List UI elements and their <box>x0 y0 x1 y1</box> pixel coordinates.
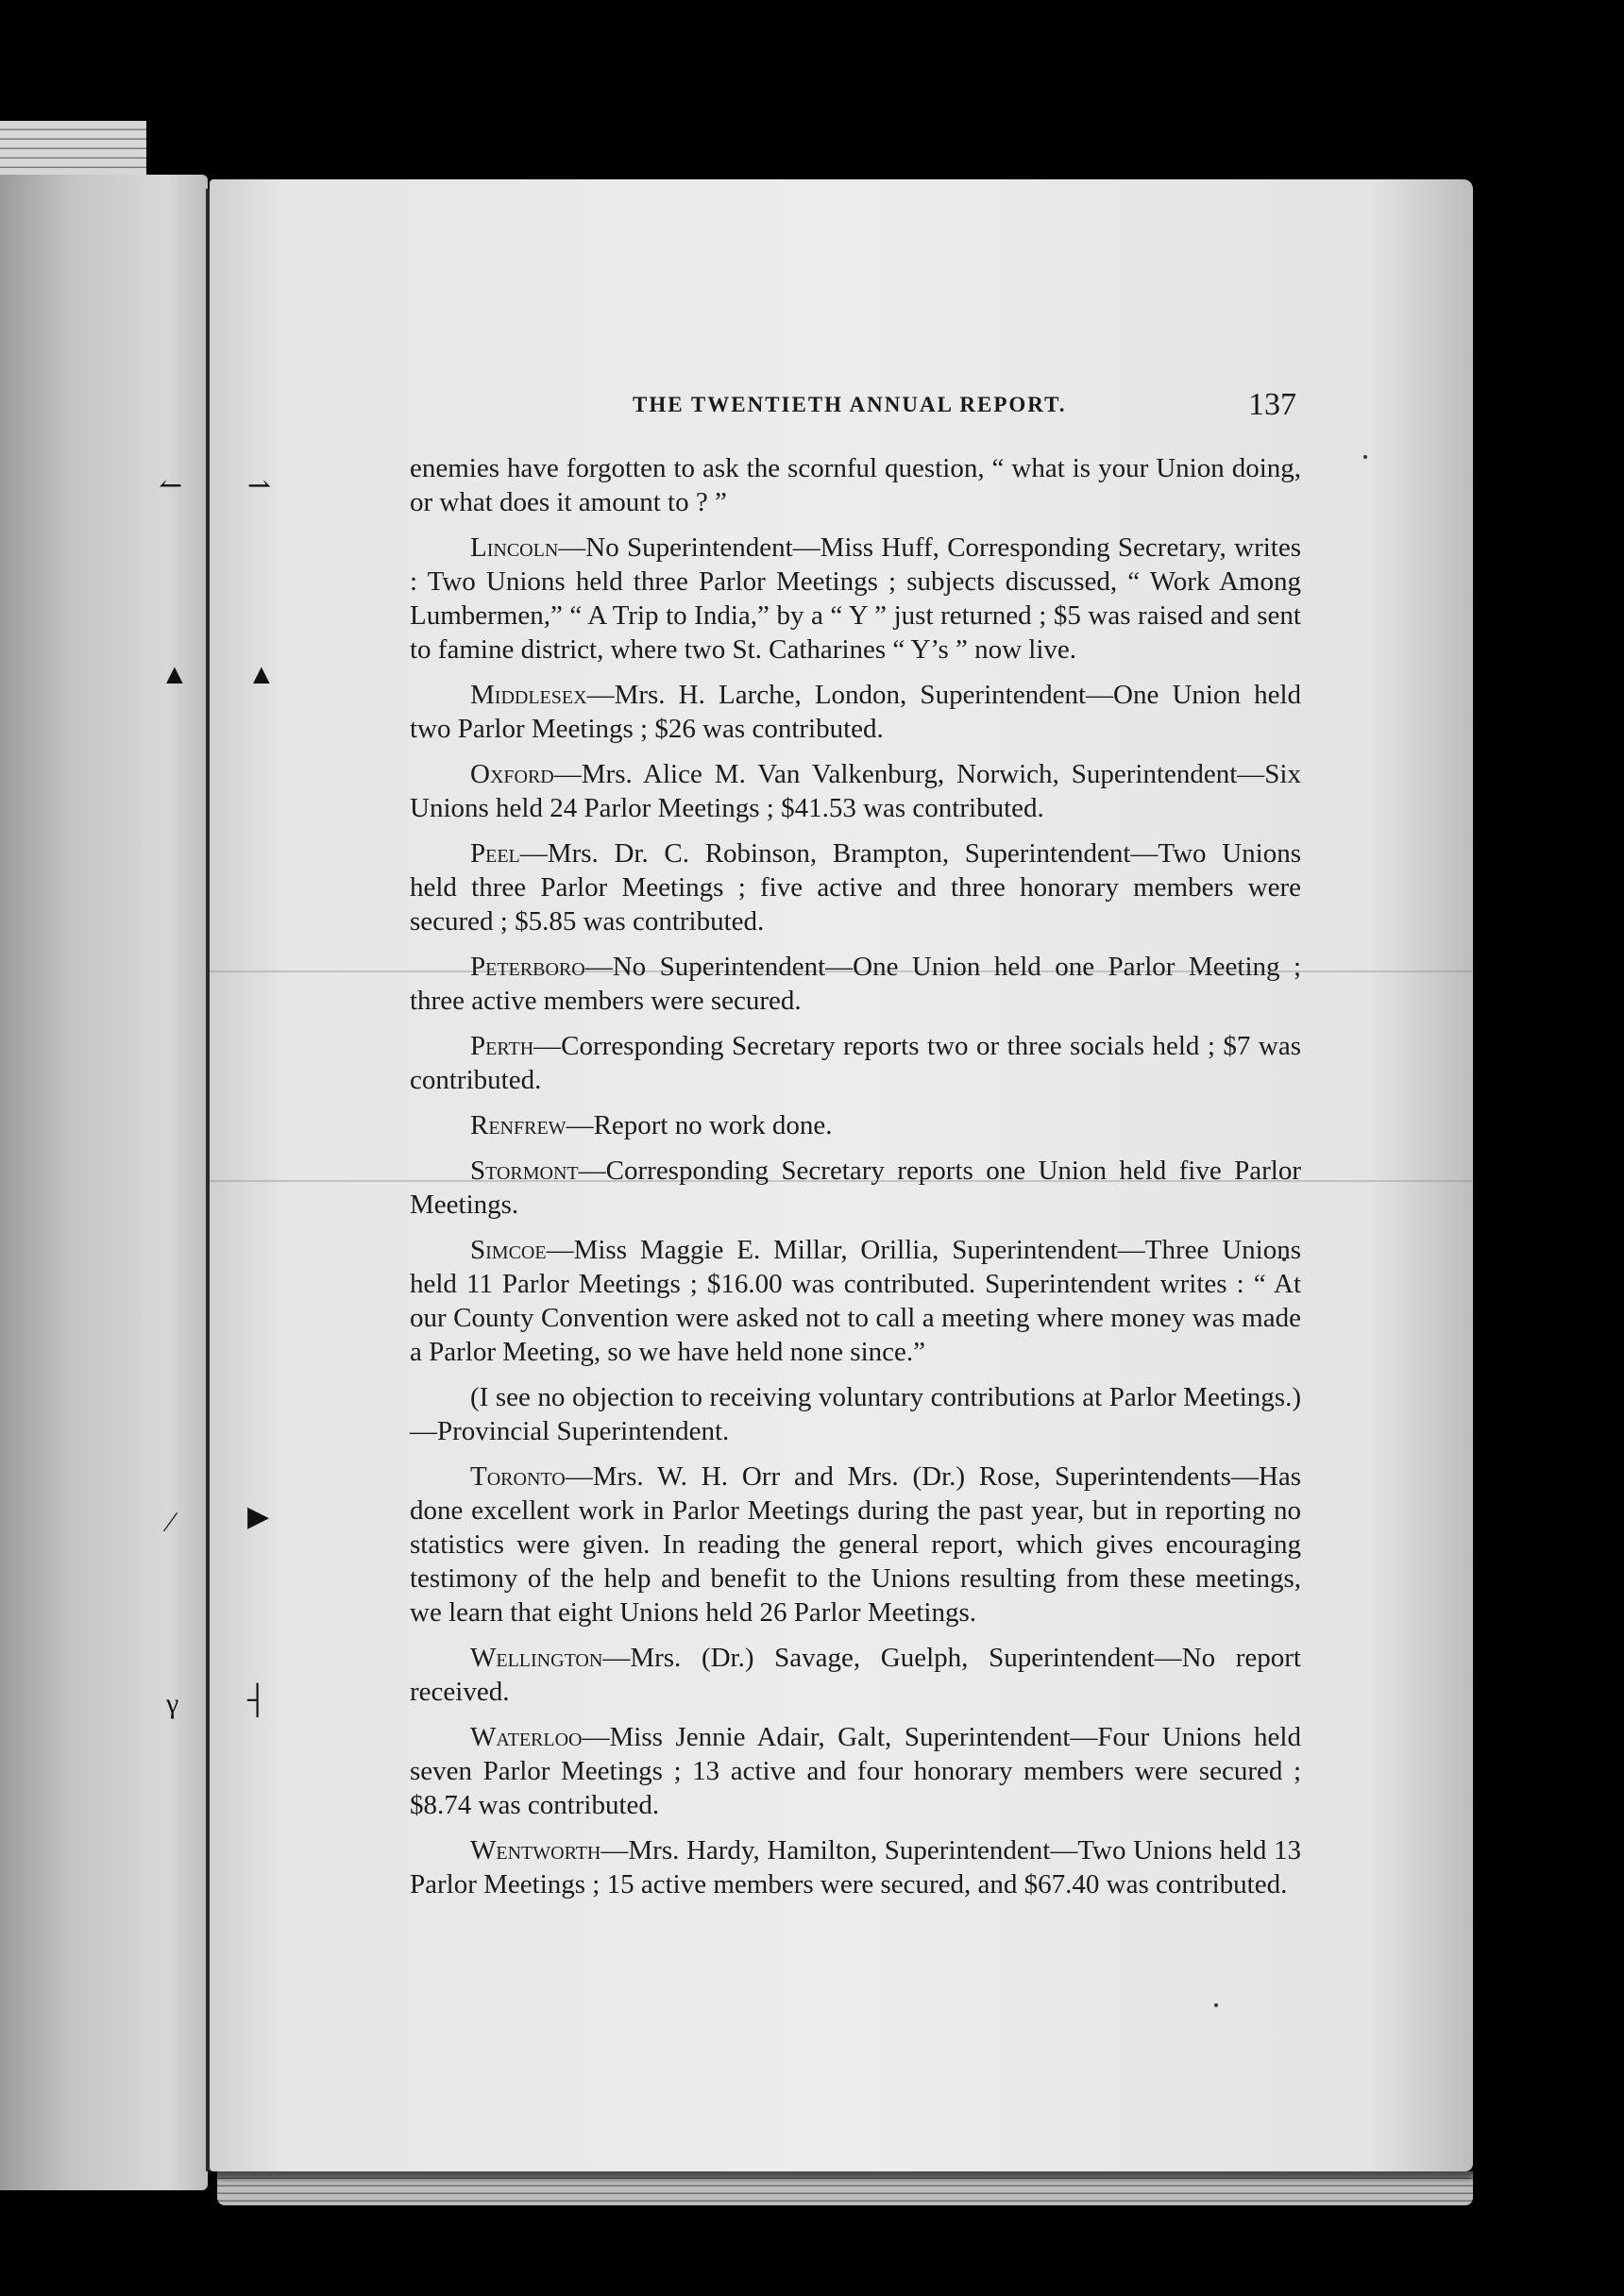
report-body <box>410 451 1301 1913</box>
entry-text: —Mrs. Hardy, Hamilton, Superintendent—Two Unions held 13 Parlor Meetings ; 15 active members were secured, and $67.40 was contributed. <box>410 1835 1301 1899</box>
entry-text: —Corresponding Secretary reports two or three socials held ; $7 was contributed. <box>410 1031 1301 1095</box>
county-entry-renfrew <box>410 1108 1301 1142</box>
county-name: Middlesex <box>470 680 587 710</box>
county-entry-stormont <box>410 1154 1301 1222</box>
page-speck <box>1363 455 1367 459</box>
page-number: 137 <box>1248 387 1296 422</box>
binding-mark: ▶ <box>247 1501 270 1532</box>
entry-text: —Miss Jennie Adair, Galt, Superintendent—Four Unions held seven Parlor Meetings ; 13 active and four honorary members were secured ; $8.74 was contributed. <box>410 1722 1301 1820</box>
county-name: Waterloo <box>470 1722 583 1752</box>
entry-text: —Report no work done. <box>566 1110 833 1140</box>
county-entry-peterboro <box>410 950 1301 1018</box>
paragraph: (I see no objection to receiving voluntary contributions at Parlor Meetings.)—Provincial Superintendent. <box>410 1382 1301 1446</box>
county-entry-middlesex <box>410 678 1301 746</box>
entry-text: —No Superintendent—Miss Huff, Corresponding Secretary, writes : Two Unions held three Parlor Meetings ; subjects discussed, “ Work Among Lumbermen,” “ A Trip to India,” by a “ Y ” just returned ; $5 was raised and sent to famine district, where two St. Catharines “ Y’s ” now live. <box>410 532 1301 665</box>
county-entry-wentworth <box>410 1833 1301 1901</box>
entry-text: —Corresponding Secretary reports one Union held five Parlor Meetings. <box>410 1156 1301 1220</box>
left-page-edges <box>0 121 146 177</box>
running-head: THE TWENTIETH ANNUAL REPORT. <box>633 393 1067 416</box>
binding-mark: γ <box>166 1688 179 1719</box>
binding-mark: ⇀ <box>247 470 272 501</box>
county-name: Peel <box>470 838 520 869</box>
page-speck <box>1214 2003 1218 2007</box>
binding-mark: ∕ <box>168 1507 174 1538</box>
county-name: Simcoe <box>470 1235 547 1265</box>
paragraph: enemies have forgotten to ask the scornful question, “ what is your Union doing, or what does it amount to ? ” <box>410 453 1301 517</box>
binding-mark: ↼ <box>159 470 183 501</box>
county-name: Peterboro <box>470 952 585 982</box>
page-bottom-edges <box>217 2171 1473 2205</box>
binding-mark: ┤ <box>247 1684 268 1715</box>
county-name: Toronto <box>470 1461 566 1492</box>
county-entry-perth <box>410 1029 1301 1097</box>
entry-text: —Mrs. (Dr.) Savage, Guelph, Superintendent—No report received. <box>410 1643 1301 1707</box>
county-name: Perth <box>470 1031 534 1061</box>
county-entry-peel <box>410 836 1301 938</box>
entry-text: —No Superintendent—One Union held one Parlor Meeting ; three active members were secured. <box>410 952 1301 1016</box>
county-name: Lincoln <box>470 532 559 563</box>
county-name: Wentworth <box>470 1835 601 1866</box>
binding-mark: ▲ <box>161 659 189 690</box>
county-name: Stormont <box>470 1156 579 1186</box>
county-entry-oxford <box>410 757 1301 825</box>
entry-text: —Mrs. H. Larche, London, Superintendent—One Union held two Parlor Meetings ; $26 was contributed. <box>410 680 1301 744</box>
binding-mark: ▲ <box>247 659 276 690</box>
county-name: Oxford <box>470 759 554 789</box>
county-entry-wellington <box>410 1641 1301 1709</box>
county-name: Wellington <box>470 1643 603 1673</box>
entry-text: —Mrs. Dr. C. Robinson, Brampton, Superintendent—Two Unions held three Parlor Meetings ; five active and three honorary members were secured ; $5.85 was contributed. <box>410 838 1301 937</box>
county-entry-toronto <box>410 1460 1301 1629</box>
county-name: Renfrew <box>470 1110 567 1140</box>
entry-text: —Mrs. Alice M. Van Valkenburg, Norwich, Superintendent—Six Unions held 24 Parlor Meetings ; $41.53 was contributed. <box>410 759 1301 823</box>
entry-text: —Miss Maggie E. Millar, Orillia, Superintendent—Three Unions held 11 Parlor Meetings ; $16.00 was contributed. Superintendent writes : “ At our County Convention were asked not to call a meeting where money was made a Parlor Meeting, so we have held none since.” <box>410 1235 1301 1367</box>
county-entry-simcoe <box>410 1233 1301 1369</box>
county-entry-waterloo <box>410 1720 1301 1822</box>
entry-text: —Mrs. W. H. Orr and Mrs. (Dr.) Rose, Superintendents—Has done excellent work in Parlor Meetings during the past year, but in reporting no statistics were given. In reading the general report, which gives encouraging testimony of the help and benefit to the Unions resulting from these meetings, we learn that eight Unions held 26 Parlor Meetings. <box>410 1461 1301 1628</box>
county-entry-lincoln <box>410 531 1301 667</box>
